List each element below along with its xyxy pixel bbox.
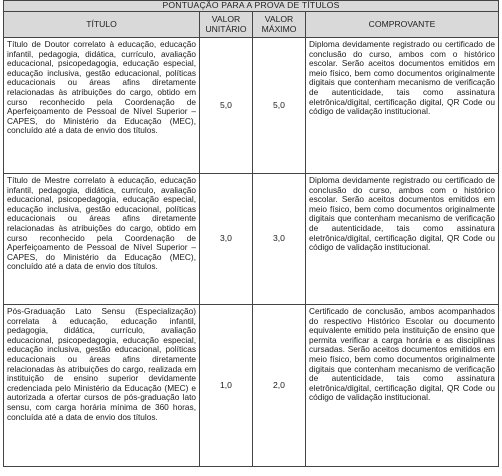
cell-valor-maximo: 3,0 (253, 174, 306, 305)
cell-titulo: Título de Doutor correlato à educação, educação infantil, pedagogia, didática, currículo, avaliação educacional, psicopedagogia, educação especial, educação inclusiva, gestão educacional, políticas educacionais ou áreas afins diretamente relacionadas às atribuições do cargo, obtido em curso reconhecido pela Coordenação de Aperfeiçoamento de Pessoal de Nível Superior – CAPES, do Ministério da Educação (MEC), concluído até a data de envio dos títulos. (4, 38, 200, 174)
cell-titulo: Título de Mestre correlato à educação, educação infantil, pedagogia, didática, currículo, avaliação educacional, psicopedagogia, educação especial, educação inclusiva, gestão educacional, políticas educacionais ou áreas afins diretamente relacionadas às atribuições do cargo, obtido em curso reconhecido pela Coordenação de Aperfeiçoamento de Pessoal de Nível Superior – CAPES, do Ministério da Educação (MEC), concluído até a data de envio dos títulos. (4, 174, 200, 305)
table-row (4, 305, 499, 467)
header-titulo: TÍTULO (4, 12, 200, 38)
table-title: PONTUAÇÃO PARA A PROVA DE TÍTULOS (4, 1, 499, 12)
cell-comprovante: Diploma devidamente registrado ou certificado de conclusão do curso, ambos com o histórico escolar. Serão aceitos documentos emitidos em meio físico, bem como documentos originalmente digitais que contenham mecanismo de verificação de autenticidade, tais como assinatura eletrônica/digital, certificação digital, QR Code ou código de validação institucional. (306, 38, 499, 174)
cell-valor-maximo: 5,0 (253, 38, 306, 174)
cell-valor-unitario: 5,0 (200, 38, 253, 174)
cell-comprovante: Certificado de conclusão, ambos acompanhados do respectivo Histórico Escolar ou documento equivalente emitido pela instituição de ensino que permita verificar a carga horária e as disciplinas cursadas. Serão aceitos documentos emitidos em meio físico, bem como documentos originalmente digitais que contenham mecanismo de verificação de autenticidade, tais como assinatura eletrônica/digital, certificação digital, QR Code ou código de validação institucional. (306, 305, 499, 467)
cell-valor-maximo: 2,0 (253, 305, 306, 467)
table-row (4, 38, 499, 174)
table-row (4, 174, 499, 305)
header-valor-unitario: VALOR UNITÁRIO (200, 12, 253, 38)
titles-score-table (3, 0, 499, 467)
cell-titulo: Pós-Graduação Lato Sensu (Especialização) correlata à educação, educação infantil, pedagogia, didática, currículo, avaliação educacional, psicopedagogia, educação especial, educação inclusiva, gestão educacional, políticas educacionais ou áreas afins diretamente relacionadas às atribuições do cargo, realizada em instituição de ensino superior devidamente credenciada pelo Ministério da Educação (MEC) e autorizada a ofertar cursos de pós-graduação lato sensu, com carga horária mínima de 360 horas, concluída até a data de envio dos títulos. (4, 305, 200, 467)
table-title-row (4, 1, 499, 12)
cell-valor-unitario: 1,0 (200, 305, 253, 467)
cell-valor-unitario: 3,0 (200, 174, 253, 305)
header-valor-maximo: VALOR MÁXIMO (253, 12, 306, 38)
header-comprovante: COMPROVANTE (306, 12, 499, 38)
cell-comprovante: Diploma devidamente registrado ou certificado de conclusão do curso, ambos com o histórico escolar. Serão aceitos documentos emitidos em meio físico, bem como documentos originalmente digitais que contenham mecanismo de verificação de autenticidade, tais como assinatura eletrônica/digital, certificação digital, QR Code ou código de validação institucional. (306, 174, 499, 305)
table-header-row (4, 12, 499, 38)
